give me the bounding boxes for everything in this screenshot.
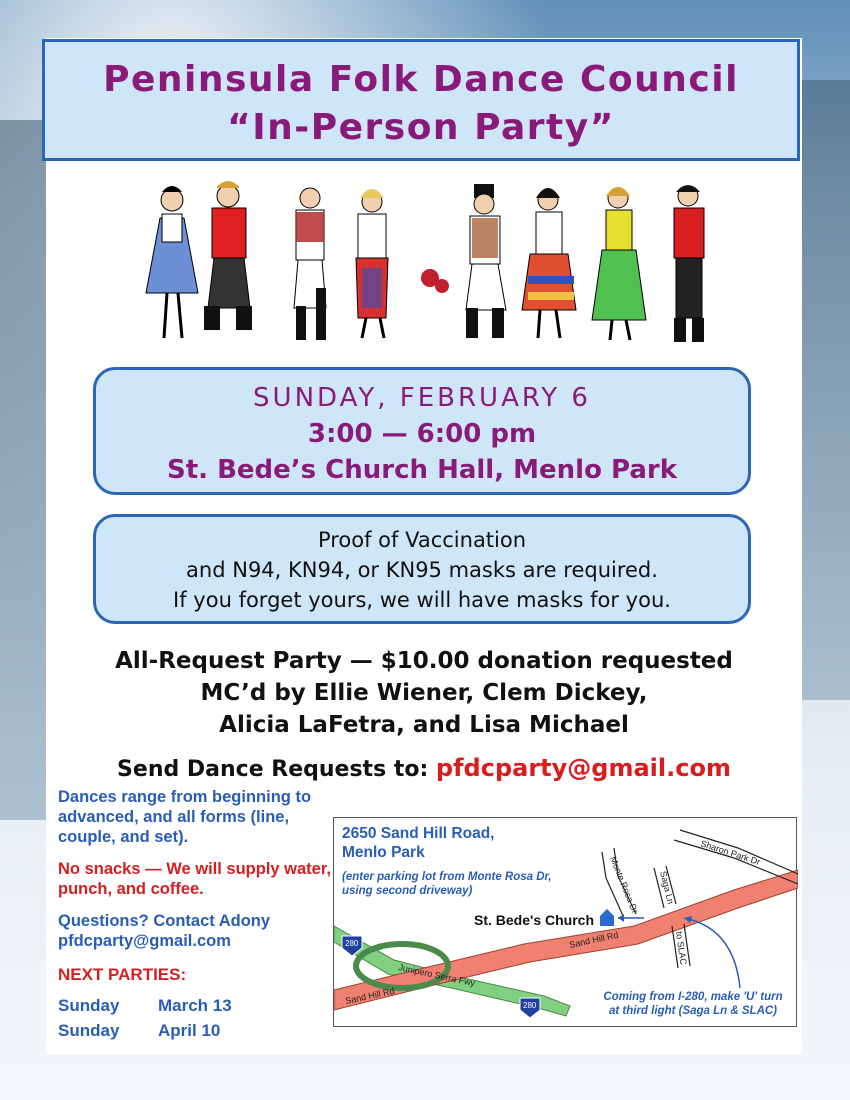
party-info-line-3: Alicia LaFetra, and Lisa Michael [219, 712, 629, 738]
next-parties-title: NEXT PARTIES: [58, 965, 187, 984]
party-info-line-1: All-Request Party — $10.00 donation requested [115, 648, 733, 674]
junipero-label: Junipero Serra Fwy [397, 962, 476, 989]
background-tree [0, 120, 46, 820]
dancer-figure [674, 185, 704, 342]
event-day: SUNDAY, FEBRUARY 6 [253, 383, 591, 413]
dancer-figure [522, 188, 576, 338]
church-marker-icon [600, 909, 614, 926]
next-party-date: April 10 [158, 1021, 221, 1040]
dancer-figure [466, 184, 506, 338]
dances-range-text: Dances range from beginning to advanced, and all forms (line, couple, and set). [58, 788, 312, 846]
u-turn-arrow [684, 918, 740, 988]
next-party-item [58, 993, 338, 1018]
map-address-line-2: Menlo Park [342, 844, 425, 861]
vaccination-box [93, 514, 751, 624]
map-note-line-1: (enter parking lot from Monte Rosa Dr, [342, 871, 552, 883]
snacks-text: No snacks — We will supply water, punch, and coffee. [58, 860, 331, 898]
monte-rosa-label: Monte Rosa Dr [608, 855, 641, 915]
party-info-line-2: MC’d by Ellie Wiener, Clem Dickey, [200, 680, 648, 706]
contact-email-link[interactable]: pfdcparty@gmail.com [58, 932, 231, 950]
i280-label-b: 280 [523, 1001, 537, 1010]
next-party-date: March 13 [158, 996, 232, 1015]
dancer-figure [146, 186, 198, 338]
send-requests-label: Send Dance Requests to: [117, 757, 436, 782]
map-uturn-line-2: at third light (Saga Ln & SLAC) [608, 1005, 778, 1017]
vaccination-line-1: Proof of Vaccination [317, 528, 527, 552]
map-address [342, 824, 494, 862]
event-details-box [93, 367, 751, 495]
map-address-line-1: 2650 Sand Hill Road, [342, 825, 495, 842]
next-party-day: Sunday [58, 996, 120, 1015]
saga-label: Saga Ln [658, 870, 676, 906]
next-party-day: Sunday [58, 1021, 120, 1040]
next-party-item [58, 1018, 338, 1043]
dancer-figure [294, 188, 326, 340]
title-line-1: Peninsula Folk Dance Council [103, 59, 739, 100]
dancer-figure [204, 181, 252, 330]
party-info [46, 645, 802, 741]
map-uturn-note [590, 990, 796, 1018]
map-parking-note [342, 870, 552, 898]
vaccination-line-2: and N94, KN94, or KN95 masks are required. [186, 558, 658, 582]
title-box [42, 39, 800, 161]
send-requests [46, 754, 802, 782]
location-map [333, 817, 797, 1027]
dancer-figure [356, 189, 388, 338]
dancer-figure [592, 187, 646, 340]
event-location: St. Bede’s Church Hall, Menlo Park [167, 455, 677, 485]
vaccination-line-3: If you forget yours, we will have masks for you. [173, 588, 671, 612]
sand-hill-label-top: Sand Hill Rd [568, 929, 620, 950]
map-church-label: St. Bede's Church [474, 912, 595, 928]
questions-text: Questions? Contact Adony [58, 912, 271, 930]
map-note-line-2: using second driveway) [342, 885, 473, 897]
i280-label-a: 280 [345, 939, 359, 948]
sand-hill-label-bottom: Sand Hill Rd [344, 985, 396, 1006]
background-tree [802, 80, 850, 700]
event-time: 3:00 — 6:00 pm [307, 419, 537, 449]
title-line-2: “In-Person Party” [227, 107, 615, 148]
map-uturn-line-1: Coming from I-280, make 'U' turn [603, 991, 783, 1003]
request-email-link[interactable]: pfdcparty@gmail.com [435, 754, 731, 782]
details-column [58, 787, 338, 1043]
sharon-park-label: Sharon Park Dr [699, 838, 762, 868]
to-slac-label: to SLAC [674, 930, 689, 966]
dancers-illustration [140, 178, 740, 356]
